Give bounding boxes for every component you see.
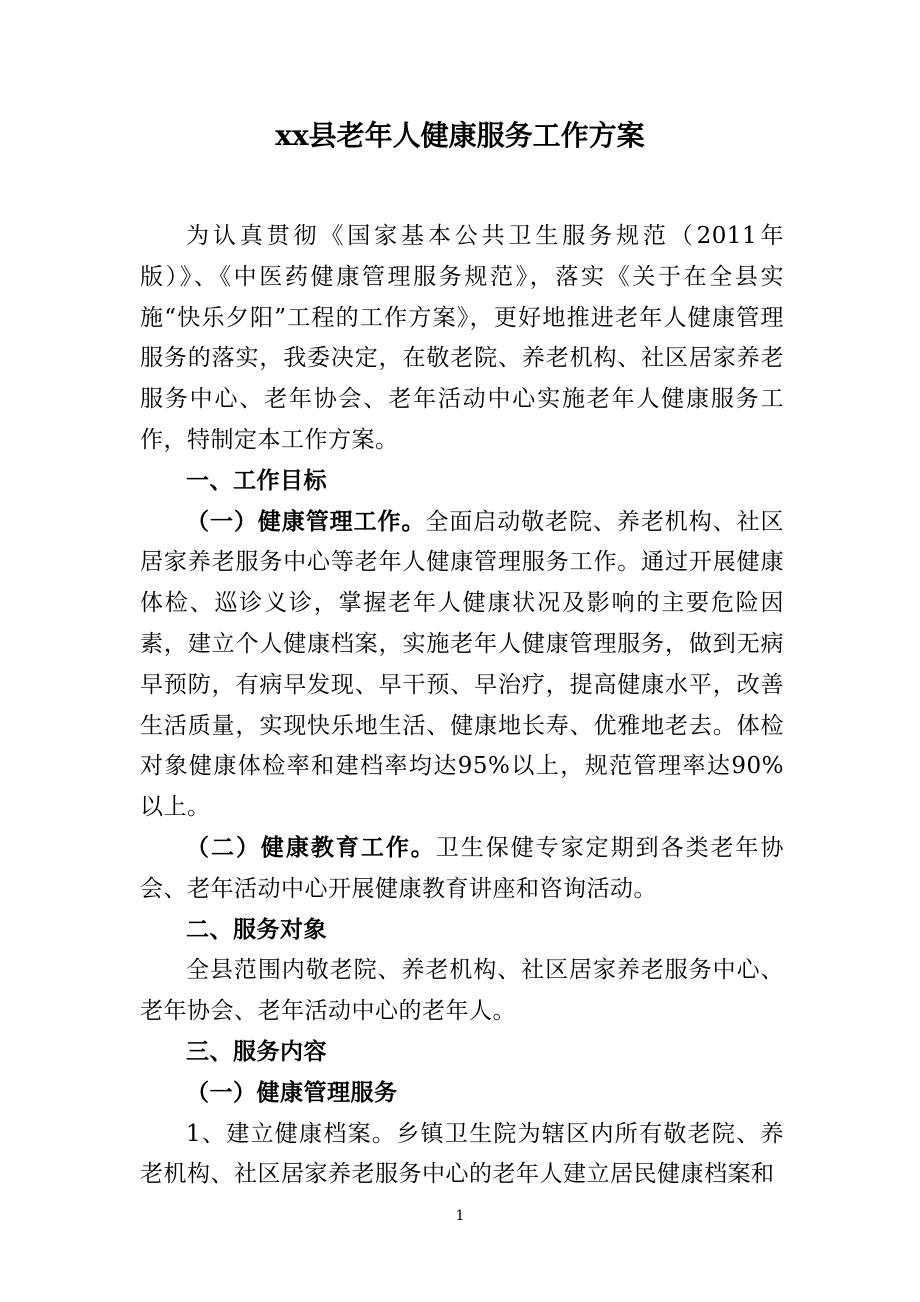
- goal-health-management-text: 全面启动敬老院、养老机构、社区居家养老服务中心等老年人健康管理服务工作。通过开展健康体检、巡诊义诊，掌握老年人健康状况及影响的主要危险因素，建立个人健康档案，实施老年人健康管理服务，做到无病早预防，有病早发现、早干预、早治疗，提高健康水平，改善生活质量，实现快乐地生活、健康地长寿、优雅地老去。体检对象健康体检率和建档率均达95%以上，规范管理率达90%以上。: [140, 508, 784, 821]
- page-number: 1: [455, 1208, 465, 1224]
- goal-health-education-paragraph: [140, 828, 784, 910]
- goal-health-education-lead: （二）健康教育工作。: [186, 833, 436, 861]
- document-title: xx县老年人健康服务工作方案: [275, 119, 645, 152]
- section-heading-service-targets: 二、服务对象: [186, 915, 327, 943]
- health-records-paragraph: 1、建立健康档案。乡镇卫生院为辖区内所有敬老院、养老机构、社区居家养老服务中心的老年人建立居民健康档案和: [140, 1120, 784, 1188]
- goal-health-management-lead: （一）健康管理工作。: [186, 507, 426, 535]
- section-heading-goals: 一、工作目标: [186, 466, 327, 494]
- goal-health-education-text: 卫生保健专家定期到各类老年协会、老年活动中心开展健康教育讲座和咨询活动。: [140, 834, 785, 902]
- goal-health-management-paragraph: [140, 502, 784, 828]
- intro-paragraph: 为认真贯彻《国家基本公共卫生服务规范（2011年版）》、《中医药健康管理服务规范》，落实《关于在全县实施“快乐夕阳”工程的工作方案》，更好地推进老年人健康管理服务的落实，我委决定，在敬老院、养老机构、社区居家养老服务中心、老年协会、老年活动中心实施老年人健康服务工作，特制定本工作方案。: [140, 223, 784, 453]
- subheading-health-management-service: （一）健康管理服务: [186, 1078, 398, 1106]
- service-targets-paragraph: 全县范围内敬老院、养老机构、社区居家养老服务中心、老年协会、老年活动中心的老年人。: [140, 957, 784, 1025]
- section-heading-service-content: 三、服务内容: [186, 1037, 327, 1065]
- document-body: [140, 216, 784, 1195]
